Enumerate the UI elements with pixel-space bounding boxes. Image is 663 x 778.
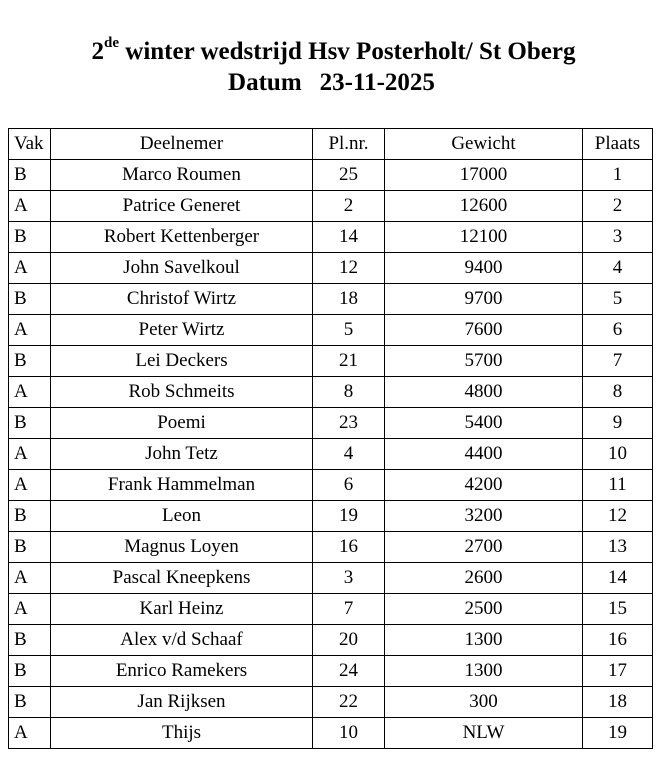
- plnr-cell: 7: [313, 594, 385, 625]
- plaats-cell: 11: [583, 470, 653, 501]
- plnr-cell: 10: [313, 718, 385, 749]
- deelnemer-cell: Thijs: [51, 718, 313, 749]
- deelnemer-cell: Robert Kettenberger: [51, 222, 313, 253]
- plaats-cell: 10: [583, 439, 653, 470]
- gewicht-cell: 1300: [385, 656, 583, 687]
- deelnemer-cell: Jan Rijksen: [51, 687, 313, 718]
- table-row: [9, 532, 653, 563]
- vak-cell: B: [9, 284, 51, 315]
- deelnemer-cell: John Tetz: [51, 439, 313, 470]
- date-line: [0, 68, 663, 98]
- table-row: [9, 563, 653, 594]
- gewicht-cell: 7600: [385, 315, 583, 346]
- table-header-row: [9, 129, 653, 160]
- plaats-cell: 15: [583, 594, 653, 625]
- title-number: 2: [91, 38, 105, 65]
- deelnemer-cell: Lei Deckers: [51, 346, 313, 377]
- deelnemer-cell: Poemi: [51, 408, 313, 439]
- plaats-cell: 12: [583, 501, 653, 532]
- deelnemer-cell: Marco Roumen: [51, 160, 313, 191]
- plnr-cell: 8: [313, 377, 385, 408]
- gewicht-cell: 3200: [385, 501, 583, 532]
- table-row: [9, 284, 653, 315]
- plaats-cell: 19: [583, 718, 653, 749]
- deelnemer-cell: Christof Wirtz: [51, 284, 313, 315]
- vak-cell: B: [9, 625, 51, 656]
- gewicht-cell: 17000: [385, 160, 583, 191]
- gewicht-cell: 4200: [385, 470, 583, 501]
- plnr-cell: 3: [313, 563, 385, 594]
- column-header-deelnemer: Deelnemer: [51, 129, 313, 160]
- deelnemer-cell: Alex v/d Schaaf: [51, 625, 313, 656]
- table-row: [9, 408, 653, 439]
- table-row: [9, 253, 653, 284]
- plnr-cell: 12: [313, 253, 385, 284]
- gewicht-cell: 4800: [385, 377, 583, 408]
- vak-cell: B: [9, 501, 51, 532]
- plnr-cell: 19: [313, 501, 385, 532]
- plaats-cell: 17: [583, 656, 653, 687]
- plnr-cell: 25: [313, 160, 385, 191]
- plnr-cell: 16: [313, 532, 385, 563]
- plaats-cell: 4: [583, 253, 653, 284]
- vak-cell: A: [9, 191, 51, 222]
- table-row: [9, 594, 653, 625]
- table-row: [9, 222, 653, 253]
- deelnemer-cell: Karl Heinz: [51, 594, 313, 625]
- table-row: [9, 439, 653, 470]
- table-row: [9, 191, 653, 222]
- deelnemer-cell: Frank Hammelman: [51, 470, 313, 501]
- plaats-cell: 3: [583, 222, 653, 253]
- vak-cell: A: [9, 470, 51, 501]
- gewicht-cell: 5700: [385, 346, 583, 377]
- gewicht-cell: 12100: [385, 222, 583, 253]
- plnr-cell: 6: [313, 470, 385, 501]
- deelnemer-cell: Pascal Kneepkens: [51, 563, 313, 594]
- plnr-cell: 20: [313, 625, 385, 656]
- gewicht-cell: 9400: [385, 253, 583, 284]
- gewicht-cell: 2500: [385, 594, 583, 625]
- plnr-cell: 5: [313, 315, 385, 346]
- plnr-cell: 4: [313, 439, 385, 470]
- plnr-cell: 23: [313, 408, 385, 439]
- plnr-cell: 14: [313, 222, 385, 253]
- column-header-plaats: Plaats: [583, 129, 653, 160]
- table-row: [9, 470, 653, 501]
- vak-cell: B: [9, 408, 51, 439]
- vak-cell: A: [9, 253, 51, 284]
- gewicht-cell: 12600: [385, 191, 583, 222]
- gewicht-cell: 300: [385, 687, 583, 718]
- plaats-cell: 18: [583, 687, 653, 718]
- gewicht-cell: 5400: [385, 408, 583, 439]
- plnr-cell: 24: [313, 656, 385, 687]
- vak-cell: B: [9, 160, 51, 191]
- vak-cell: A: [9, 718, 51, 749]
- plaats-cell: 2: [583, 191, 653, 222]
- vak-cell: B: [9, 532, 51, 563]
- gewicht-cell: 2600: [385, 563, 583, 594]
- vak-cell: B: [9, 687, 51, 718]
- plaats-cell: 6: [583, 315, 653, 346]
- vak-cell: A: [9, 563, 51, 594]
- date-value: 23-11-2025: [319, 69, 435, 96]
- deelnemer-cell: John Savelkoul: [51, 253, 313, 284]
- vak-cell: A: [9, 377, 51, 408]
- plaats-cell: 5: [583, 284, 653, 315]
- gewicht-cell: 1300: [385, 625, 583, 656]
- gewicht-cell: NLW: [385, 718, 583, 749]
- plaats-cell: 1: [583, 160, 653, 191]
- table-row: [9, 160, 653, 191]
- deelnemer-cell: Magnus Loyen: [51, 532, 313, 563]
- column-header-vak: Vak: [9, 129, 51, 160]
- table-body: [9, 160, 653, 749]
- deelnemer-cell: Patrice Generet: [51, 191, 313, 222]
- table-row: [9, 377, 653, 408]
- vak-cell: A: [9, 439, 51, 470]
- gewicht-cell: 9700: [385, 284, 583, 315]
- table-row: [9, 656, 653, 687]
- plaats-cell: 16: [583, 625, 653, 656]
- deelnemer-cell: Peter Wirtz: [51, 315, 313, 346]
- column-header-plnr: Pl.nr.: [313, 129, 385, 160]
- plaats-cell: 9: [583, 408, 653, 439]
- table-row: [9, 687, 653, 718]
- results-table: [8, 128, 653, 749]
- vak-cell: B: [9, 222, 51, 253]
- table-row: [9, 625, 653, 656]
- title-superscript: de: [104, 34, 120, 51]
- plnr-cell: 18: [313, 284, 385, 315]
- plnr-cell: 21: [313, 346, 385, 377]
- deelnemer-cell: Rob Schmeits: [51, 377, 313, 408]
- column-header-gewicht: Gewicht: [385, 129, 583, 160]
- plaats-cell: 8: [583, 377, 653, 408]
- vak-cell: B: [9, 656, 51, 687]
- page-title: [0, 34, 663, 67]
- gewicht-cell: 4400: [385, 439, 583, 470]
- plnr-cell: 22: [313, 687, 385, 718]
- plnr-cell: 2: [313, 191, 385, 222]
- plaats-cell: 7: [583, 346, 653, 377]
- table-row: [9, 718, 653, 749]
- plaats-cell: 13: [583, 532, 653, 563]
- plaats-cell: 14: [583, 563, 653, 594]
- date-label: Datum: [228, 69, 302, 96]
- deelnemer-cell: Leon: [51, 501, 313, 532]
- table-row: [9, 501, 653, 532]
- gewicht-cell: 2700: [385, 532, 583, 563]
- title-text: winter wedstrijd Hsv Posterholt/ St Oberg: [119, 38, 576, 65]
- vak-cell: B: [9, 346, 51, 377]
- deelnemer-cell: Enrico Ramekers: [51, 656, 313, 687]
- table-row: [9, 315, 653, 346]
- vak-cell: A: [9, 315, 51, 346]
- vak-cell: A: [9, 594, 51, 625]
- table-row: [9, 346, 653, 377]
